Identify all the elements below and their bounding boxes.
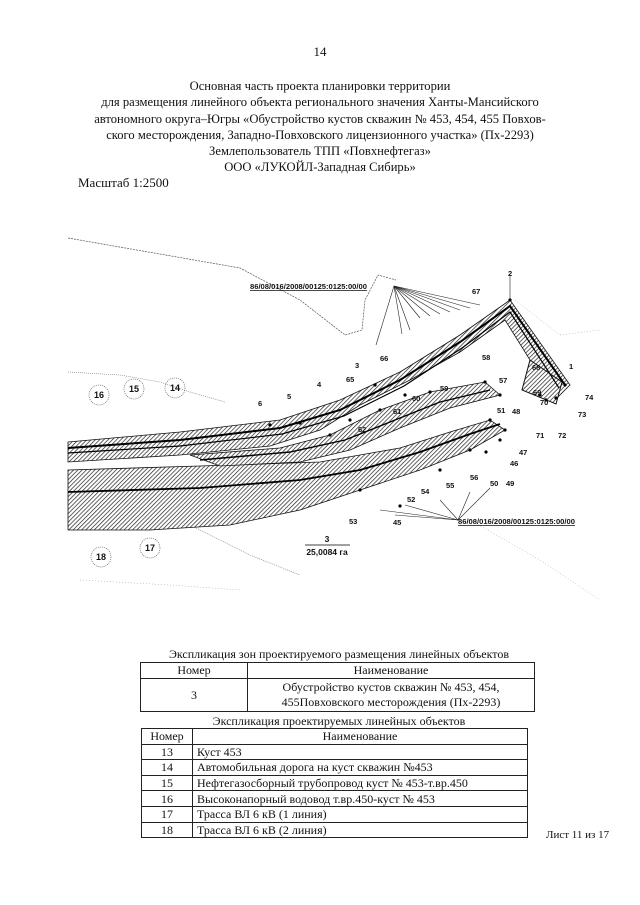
- point-label: 58: [482, 353, 491, 362]
- point-label: 67: [472, 287, 481, 296]
- zone-number-cell: 3: [141, 679, 248, 712]
- title-line: ООО «ЛУКОЙЛ-Западная Сибирь»: [224, 160, 416, 175]
- object-marker: [89, 385, 109, 405]
- point-label: 55: [446, 481, 455, 490]
- svg-text:14: 14: [169, 383, 181, 393]
- zone-area: 25,0084 га: [306, 547, 348, 557]
- object-number-cell: 18: [142, 822, 193, 838]
- table-row: [142, 760, 528, 776]
- table-row: [142, 822, 528, 838]
- point-label: 74: [585, 393, 594, 402]
- zones-table-caption: Экспликация зон проектируемого размещения линейных объектов: [168, 647, 510, 661]
- zone-name-line: Обустройство кустов скважин № 453, 454,: [282, 680, 500, 694]
- object-marker: [124, 379, 144, 399]
- point-label: 49: [506, 479, 515, 488]
- object-name-cell: Нефтегазосборный трубопровод куст № 453-т.вр.450: [193, 775, 528, 791]
- title-line: ского месторождения, Западно-Повховского лицензионного участка» (Пх-2293): [106, 127, 534, 142]
- objects-table-caption: Экспликация проектируемых линейных объектов: [212, 714, 466, 728]
- column-header: Номер: [142, 729, 193, 745]
- zones-table: [140, 662, 535, 712]
- object-marker: [140, 538, 160, 558]
- column-header: Номер: [141, 663, 248, 679]
- object-number-cell: 17: [142, 806, 193, 822]
- table-row: [142, 744, 528, 760]
- title-line: для размещения линейного объекта регионального значения Ханты-Мансийского: [101, 95, 539, 110]
- point-label: 61: [393, 407, 402, 416]
- scale-label: Масштаб 1:2500: [78, 175, 169, 190]
- point-label: 73: [578, 410, 587, 419]
- page-number: 14: [313, 44, 327, 59]
- title-line: автономного округа–Югры «Обустройство кустов скважин № 453, 454, 455 Повхов-: [94, 111, 546, 126]
- column-header: Наименование: [248, 663, 535, 679]
- point-label: 5: [287, 392, 292, 401]
- point-label: 50: [490, 479, 499, 488]
- title-line: Основная часть проекта планировки территории: [189, 79, 451, 93]
- object-marker: [91, 547, 111, 567]
- object-number-cell: 16: [142, 791, 193, 807]
- column-header: Наименование: [193, 729, 528, 745]
- object-marker: [165, 378, 185, 398]
- boundary-line: [470, 520, 600, 600]
- object-name-cell: Трасса ВЛ 6 кВ (2 линия): [193, 822, 528, 838]
- object-name-cell: Трасса ВЛ 6 кВ (1 линия): [193, 806, 528, 822]
- table-row: [142, 791, 528, 807]
- svg-text:16: 16: [93, 390, 105, 400]
- point-label: 1: [569, 362, 574, 371]
- svg-text:18: 18: [95, 552, 107, 562]
- object-name-cell: Куст 453: [193, 744, 528, 760]
- object-name-cell: Автомобильная дорога на куст скважин №453: [193, 760, 528, 776]
- svg-text:17: 17: [144, 543, 156, 553]
- object-number-cell: 14: [142, 760, 193, 776]
- cadastral-number-top: 86/08/016/2008/00125:0125:00/00: [250, 282, 367, 291]
- point-label: 72: [558, 431, 567, 440]
- point-label: 4: [317, 380, 322, 389]
- point-label: 3: [355, 361, 360, 370]
- point-label: 45: [393, 518, 402, 527]
- point-label: 70: [540, 398, 549, 407]
- point-label: 52: [407, 495, 416, 504]
- point-label: 68: [532, 363, 541, 372]
- point-label: 60: [412, 394, 421, 403]
- boundary-line: [68, 372, 225, 402]
- svg-text:15: 15: [128, 384, 140, 394]
- object-name-cell: Высоконапорный водовод т.вр.450-куст № 453: [193, 791, 528, 807]
- title-line: Землепользователь ТПП «Повхнефтегаз»: [209, 144, 431, 159]
- point-label: 62: [358, 425, 367, 434]
- zone-number: 3: [324, 534, 330, 544]
- point-label: 56: [470, 473, 479, 482]
- zone-name-line: 455Повховского месторождения (Пх-2293): [281, 695, 501, 709]
- table-row: [141, 679, 535, 712]
- point-label: 57: [499, 376, 508, 385]
- point-label: 2: [508, 269, 513, 278]
- point-label: 51: [497, 406, 506, 415]
- object-number-cell: 13: [142, 744, 193, 760]
- object-number-cell: 15: [142, 775, 193, 791]
- point-label: 47: [519, 448, 528, 457]
- point-label: 53: [349, 517, 358, 526]
- boundary-line: [80, 580, 240, 590]
- point-label: 69: [533, 388, 542, 397]
- point-label: 54: [421, 487, 430, 496]
- sheet-number: Лист 11 из 17: [546, 829, 610, 841]
- table-row: [142, 775, 528, 791]
- point-label: 6: [258, 399, 263, 408]
- cadastral-number-bottom: 86/08/016/2008/00125:0125:00/00: [458, 517, 575, 526]
- point-label: 71: [536, 431, 545, 440]
- point-label: 65: [346, 375, 355, 384]
- objects-table: [141, 728, 528, 838]
- point-label: 48: [512, 407, 521, 416]
- point-label: 59: [440, 384, 449, 393]
- table-row: [142, 806, 528, 822]
- point-label: 46: [510, 459, 519, 468]
- point-label: 66: [380, 354, 389, 363]
